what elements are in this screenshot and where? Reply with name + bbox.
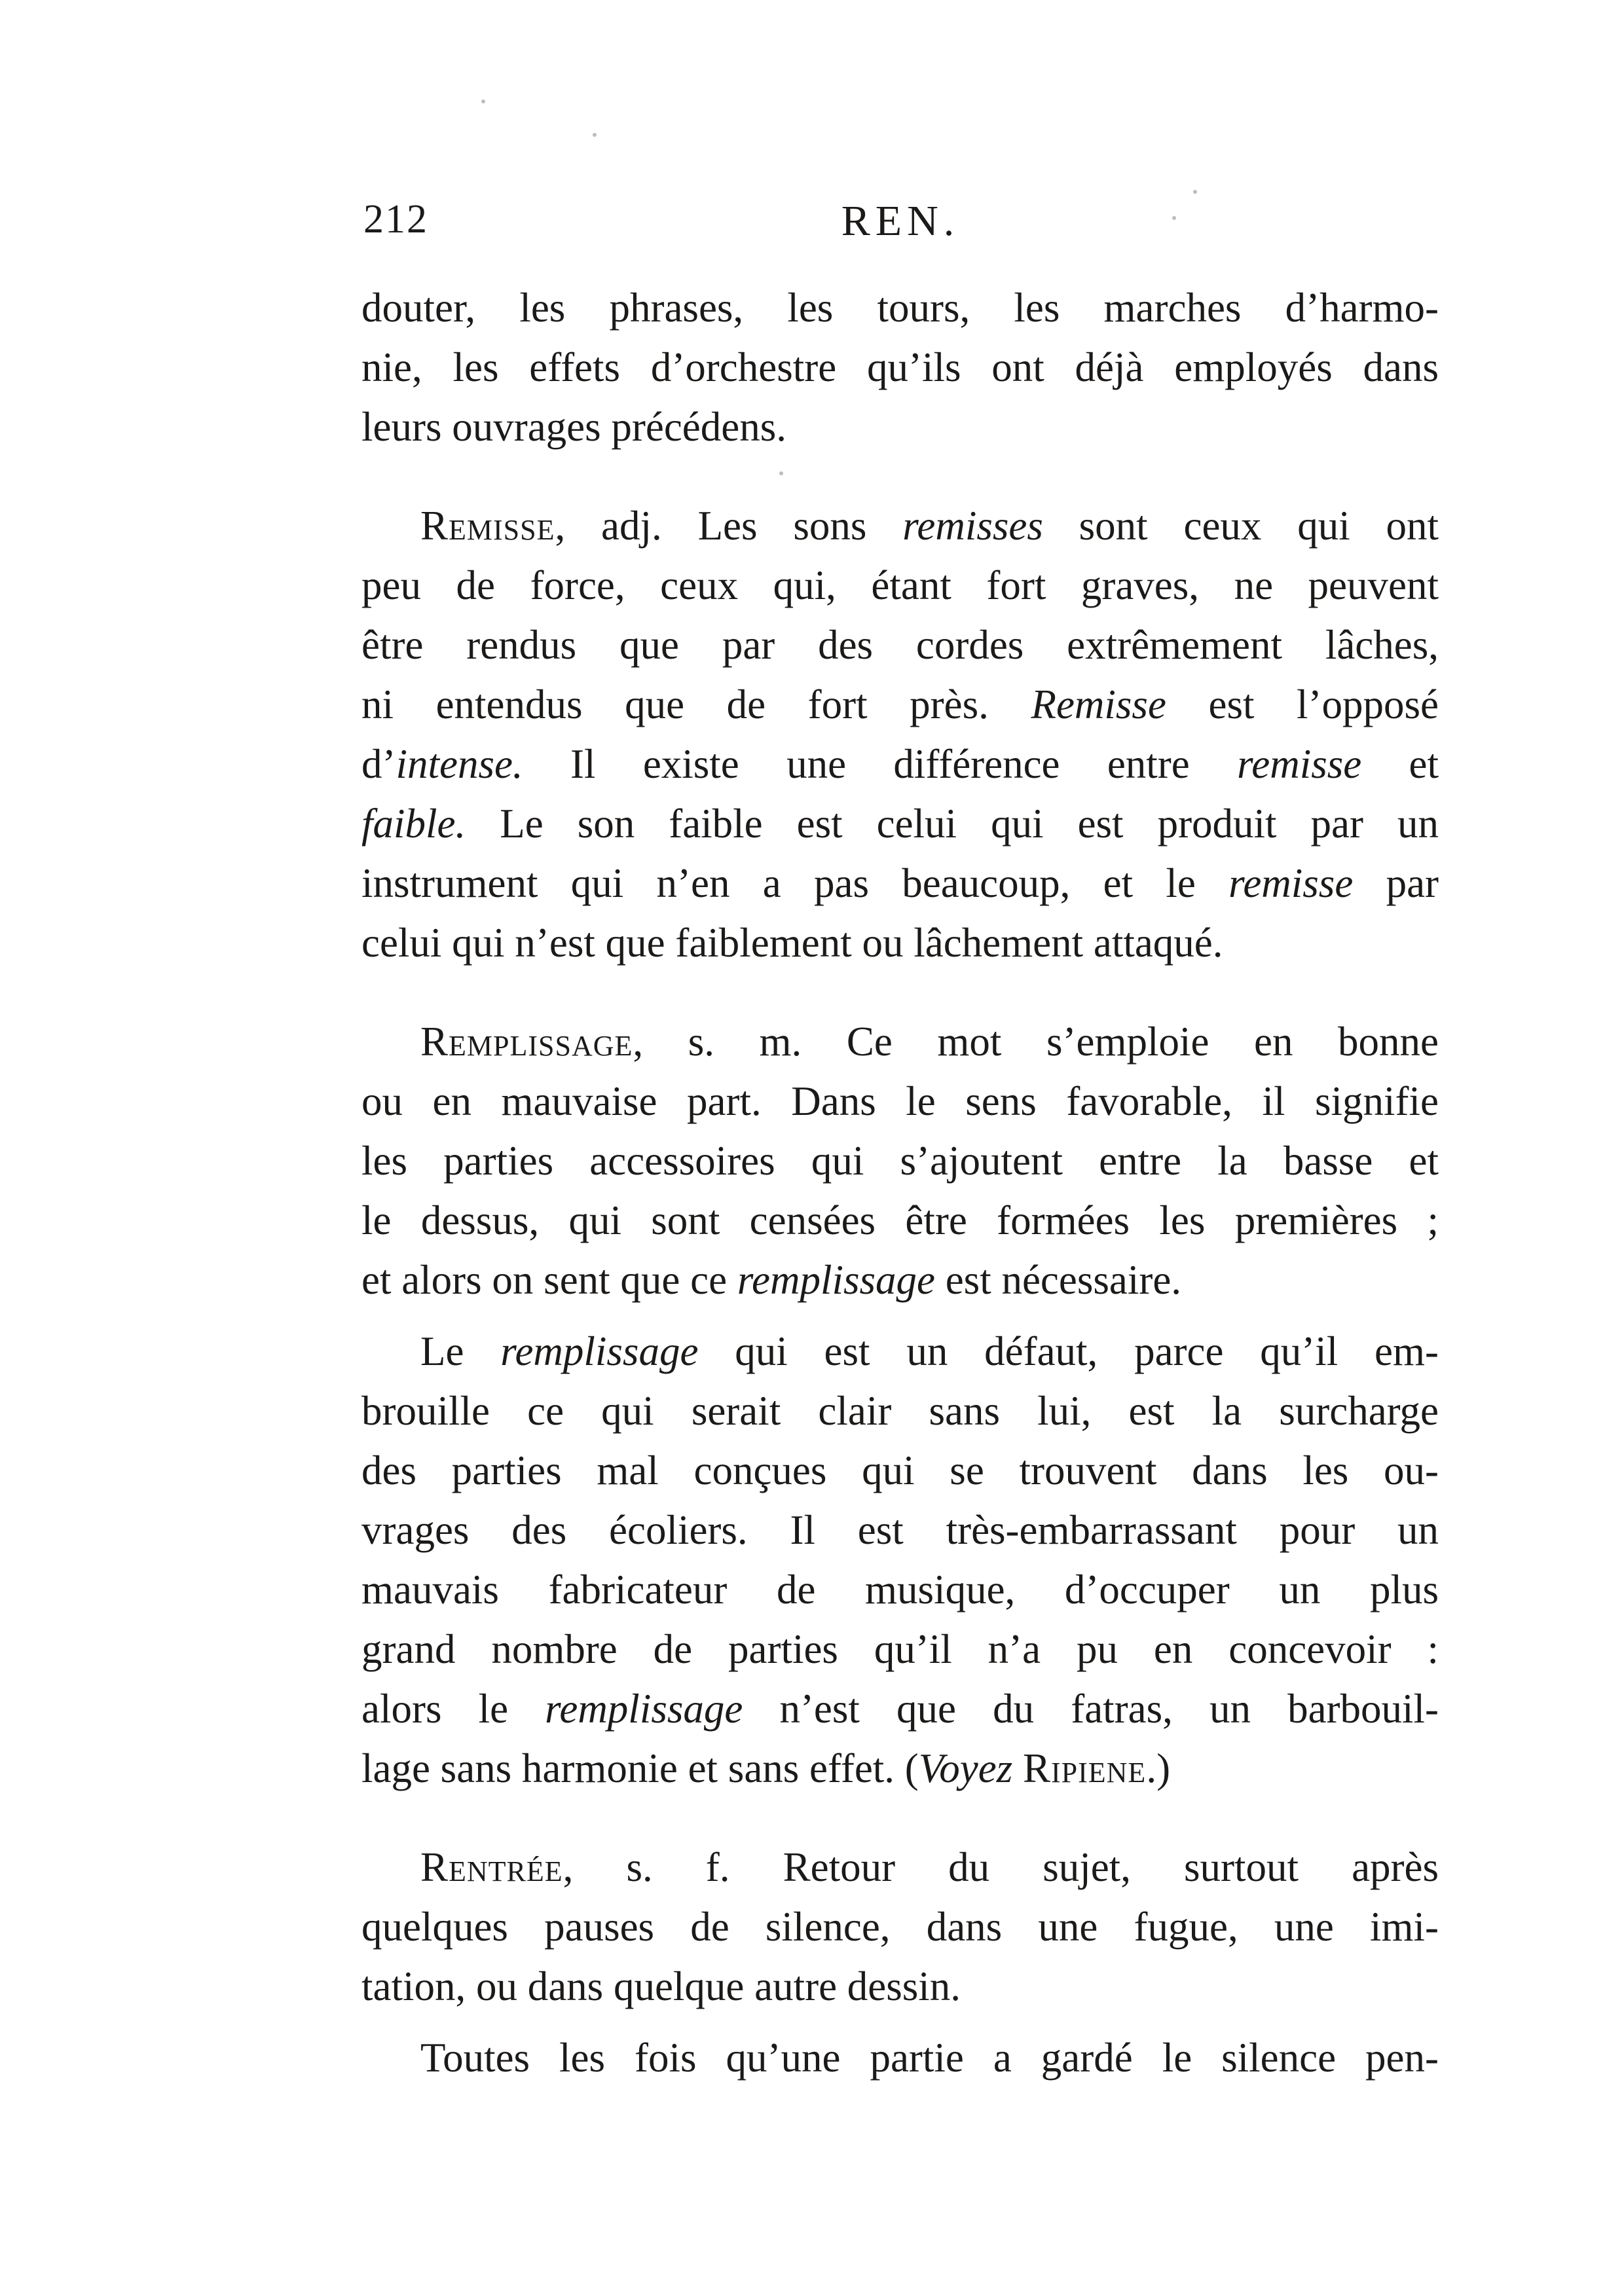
text-line: tation, ou dans quelque autre dessin.	[361, 1963, 961, 2009]
text-line: ni entendus que de fort près. Remisse est l’opposé	[361, 682, 1439, 727]
text-line: instrument qui n’en a pas beaucoup, et le remisse par	[361, 860, 1439, 906]
paragraph-remplissage-defect	[361, 1322, 1439, 1798]
entry-term: Rentrée	[420, 1844, 563, 1890]
text-line: quelques pauses de silence, dans une fugue, une imi-	[361, 1904, 1439, 1950]
text-line: Remplissage, s. m. Ce mot s’emploie en bonne	[420, 1019, 1439, 1065]
text-line: d’intense. Il existe une différence entre remisse et	[361, 741, 1439, 787]
text-line: faible. Le son faible est celui qui est produit par un	[361, 801, 1439, 847]
paper-speck	[593, 133, 597, 137]
entry-remisse	[361, 496, 1439, 973]
text-line: douter, les phrases, les tours, les marches d’harmo-	[361, 285, 1439, 331]
text-line: alors le remplissage n’est que du fatras, un barbouil-	[361, 1686, 1439, 1732]
cross-reference-term: Ripiene	[1022, 1745, 1147, 1791]
running-head: REN.	[841, 197, 960, 245]
entry-rentree	[361, 1838, 1439, 2016]
text-line: Rentrée, s. f. Retour du sujet, surtout après	[420, 1844, 1439, 1890]
text-line: des parties mal conçues qui se trouvent dans les ou-	[361, 1448, 1439, 1493]
text-line: et alors on sent que ce remplissage est nécessaire.	[361, 1257, 1182, 1303]
text-line: mauvais fabricateur de musique, d’occuper un plus	[361, 1567, 1439, 1613]
entry-term: Remplissage	[420, 1019, 633, 1065]
text-line: nie, les effets d’orchestre qu’ils ont déjà employés dans	[361, 344, 1439, 390]
paragraph-continuation	[361, 278, 1439, 457]
text-line: lage sans harmonie et sans effet. (Voyez Ripiene.)	[361, 1745, 1171, 1791]
entry-remplissage	[361, 1012, 1439, 1310]
text-line: les parties accessoires qui s’ajoutent entre la basse et	[361, 1138, 1439, 1184]
text-line: être rendus que par des cordes extrêmement lâches,	[361, 622, 1439, 668]
page-number: 212	[363, 197, 428, 242]
text-line: peu de force, ceux qui, étant fort graves, ne peuvent	[361, 562, 1439, 608]
body-text	[361, 278, 1439, 2088]
text-line: Toutes les fois qu’une partie a gardé le silence pen-	[420, 2035, 1439, 2081]
text-line: grand nombre de parties qu’il n’a pu en concevoir :	[361, 1626, 1439, 1672]
text-line: leurs ouvrages précédens.	[361, 404, 786, 450]
page-header	[363, 196, 1437, 268]
text-line: ou en mauvaise part. Dans le sens favorable, il signifie	[361, 1078, 1439, 1124]
cross-reference-voyez: Voyez	[918, 1745, 1013, 1791]
paper-speck	[1193, 190, 1197, 194]
entry-term: Remisse	[420, 503, 555, 549]
text-line: Remisse, adj. Les sons remisses sont ceux qui ont	[420, 503, 1439, 549]
paper-speck	[481, 100, 485, 103]
text-line: le dessus, qui sont censées être formées les premières ;	[361, 1197, 1439, 1243]
text-line: vrages des écoliers. Il est très-embarrassant pour un	[361, 1507, 1439, 1553]
text-line: Le remplissage qui est un défaut, parce qu’il em-	[420, 1328, 1439, 1374]
text-line: celui qui n’est que faiblement ou lâchement attaqué.	[361, 920, 1223, 966]
paragraph-rentree-continued	[361, 2028, 1439, 2088]
text-line: brouille ce qui serait clair sans lui, est la surcharge	[361, 1388, 1439, 1434]
